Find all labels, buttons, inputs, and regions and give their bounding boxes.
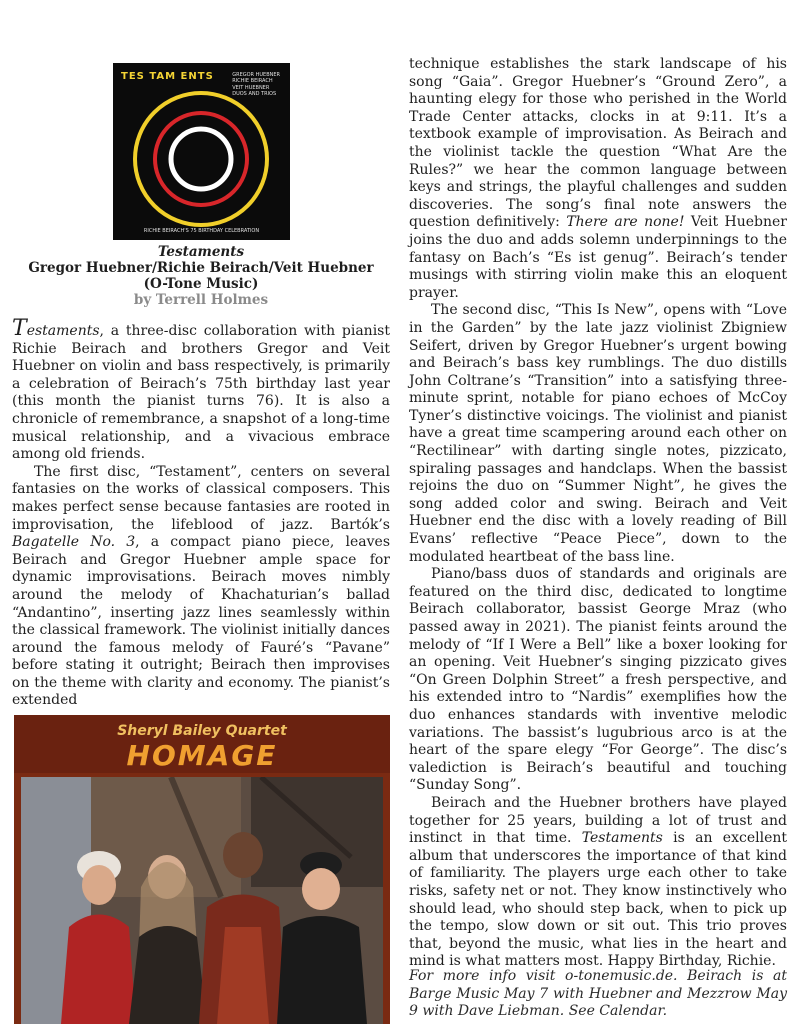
paragraph-text: , a compact piano piece, leaves Beirach and Gregor Huebner ample space for dynamic improvisations. Beirach moves nimbly around the melody of Khachaturian’s ballad “Andantino”, inserting jazz lines seamlessly within the classical framework. The violinist initially dances around the famous melody of Fauré’s “Pavane” before stating it outright; Beirach then improvises on the theme with clarity and economy. The pianist’s extended xyxy=(12,534,390,709)
advertisement-homage xyxy=(14,715,390,1024)
more-info-footer: For more info visit o-tonemusic.de. Beirach is at Barge Music May 7 with Huebner and Mezzrow May 9 with Dave Liebman. See Calendar. xyxy=(409,968,787,1020)
record-label: (O-Tone Music) xyxy=(143,276,259,292)
paragraph: Piano/bass duos of standards and originals are featured on the third disc, dedicated to longtime Beirach collaborator, bassist George Mraz (who passed away in 2021). The pianist feints around the melody of “If I Were a Bell” like a boxer looking for an opening. Veit Huebner’s singing pizzicato gives “On Green Dolphin Street” a fresh perspective, and his extended intro to “Nardis” exemplifies how the duo enhances standards with inventive melodic variations. The bassist’s lugubrious arco is at the heart of the spare elegy “For George”. The disc’s valediction is Beirach’s beautiful and touching “Sunday Song”. xyxy=(409,566,787,794)
paragraph-text: is an excellent album that underscores the importance of that kind of familiarity. The players urge each other to take risks, safety net or not. They know instinctively who should lead, who should step back, when to pick up the tempo, slow down or sit out. This trio proves that, beyond the music, what lies in the heart and mind is what matters most. Happy Birthday, Richie. xyxy=(409,830,787,970)
paragraph xyxy=(409,795,787,971)
italic-text: estaments xyxy=(26,323,100,339)
paragraph-text: , a three-disc collaboration with pianist Richie Beirach and brothers Gregor and Veit Huebner on violin and bass respectively, is primarily a celebration of Beirach’s 75th birthday last year (this month the pianist turns 76). It is also a chronicle of remembrance, a snapshot of a long-time musical relationship, and a vivacious embrace among old friends. xyxy=(12,323,390,463)
cover-caption: RICHIE BEIRACH'S 75 BIRTHDAY CELEBRATION xyxy=(143,228,260,234)
cover-subtitle: DUOS AND TRIOS xyxy=(232,91,277,98)
ad-album-title: HOMAGE xyxy=(126,739,278,772)
paragraph: The second disc, “This Is New”, opens with “Love in the Garden” by the late jazz violinist Zbigniew Seifert, driven by Gregor Huebner’s urgent bowing and Beirach’s bass key rumblings. The duo distills John Coltrane’s “Transition” into a satisfying three-minute sprint, notable for piano echoes of McCoy Tyner’s distinctive voicings. The violinist and pianist have a great time scampering around each other on “Rectilinear” with darting single notes, pizzicato, spiraling passages and handclaps. When the bassist rejoins the duo on “Summer Night”, he gives the song added color and swing. Beirach and Veit Huebner end the disc with a lovely reading of Bill Evans’ reflective “Peace Piece”, down to the modulated heartbeat of the bass line. xyxy=(409,302,787,565)
review-header xyxy=(12,244,390,308)
album-cover-image xyxy=(113,63,290,240)
paragraph xyxy=(12,316,390,464)
paragraph-text: The first disc, “Testament”, centers on several fantasies on the works of classical composers. This makes perfect sense because fantasies are rooted in improvisation, the lifeblood of jazz. Bartók’s xyxy=(12,463,390,533)
italic-text: There are none! xyxy=(566,214,685,231)
byline: by Terrell Holmes xyxy=(133,292,269,308)
cover-name: VEIT HUEBNER xyxy=(232,84,270,91)
cover-title-art: TES TAM ENTS xyxy=(121,71,214,82)
paragraph xyxy=(409,56,787,302)
paragraph xyxy=(12,464,390,710)
italic-text: Bagatelle No. 3 xyxy=(12,534,136,551)
drop-cap: T xyxy=(12,316,27,341)
ad-band-photo xyxy=(21,777,383,1024)
paragraph-text: Veit Huebner joins the duo and adds solemn underpinnings to the fantasy on Bach’s “Es ist genug”. Beirach’s tender musings with stirring violin make this an eloquent prayer. xyxy=(409,214,787,301)
paragraph-text: Beirach and the Huebner brothers have played together for 25 years, building a lot of trust and instinct in that time. xyxy=(409,794,787,847)
review-left-column xyxy=(12,316,390,710)
review-right-column xyxy=(409,56,787,971)
cover-names xyxy=(232,72,280,98)
album-title: Testaments xyxy=(157,244,245,260)
cover-name: RICHIE BEIRACH xyxy=(232,78,273,85)
band-photo-art xyxy=(21,777,383,1024)
ad-band-name: Sheryl Bailey Quartet xyxy=(117,723,287,739)
paragraph-text: technique establishes the stark landscape of his song “Gaia”. Gregor Huebner’s “Ground Zero”, a haunting elegy for those who perished in the World Trade Center attacks, clocks in at 9:11. It’s a textbook example of improvisation. As Beirach and the violinist tackle the question “What Are the Rules?” we hear the common language between keys and strings, the playful challenges and sudden discoveries. The song’s final note answers the question definitively: xyxy=(409,56,787,231)
italic-text: Testaments xyxy=(581,830,663,847)
cover-name: GREGOR HUEBNER xyxy=(232,72,280,78)
artist-credits: Gregor Huebner/Richie Beirach/Veit Huebner xyxy=(28,260,374,276)
